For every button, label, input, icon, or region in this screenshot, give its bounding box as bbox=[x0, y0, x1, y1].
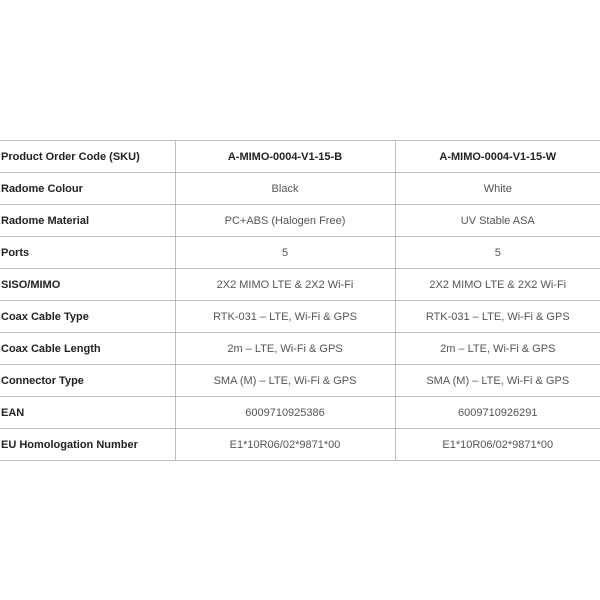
table-row bbox=[0, 333, 600, 365]
table-row bbox=[0, 301, 600, 333]
header-sku-white: A-MIMO-0004-V1-15-W bbox=[395, 141, 600, 173]
value-black: Black bbox=[175, 173, 395, 205]
value-black: SMA (M) – LTE, Wi-Fi & GPS bbox=[175, 365, 395, 397]
row-label: Coax Cable Type bbox=[0, 301, 175, 333]
value-white: UV Stable ASA bbox=[395, 205, 600, 237]
value-white: E1*10R06/02*9871*00 bbox=[395, 429, 600, 461]
table-row bbox=[0, 237, 600, 269]
value-white: 2m – LTE, Wi-Fi & GPS bbox=[395, 333, 600, 365]
value-black: 2m – LTE, Wi-Fi & GPS bbox=[175, 333, 395, 365]
spec-table bbox=[0, 140, 600, 461]
table-row bbox=[0, 173, 600, 205]
value-black: 6009710925386 bbox=[175, 397, 395, 429]
table-row bbox=[0, 429, 600, 461]
value-white: SMA (M) – LTE, Wi-Fi & GPS bbox=[395, 365, 600, 397]
value-white: 2X2 MIMO LTE & 2X2 Wi-Fi bbox=[395, 269, 600, 301]
row-label: Radome Colour bbox=[0, 173, 175, 205]
table-row bbox=[0, 365, 600, 397]
value-black: RTK-031 – LTE, Wi-Fi & GPS bbox=[175, 301, 395, 333]
row-label: Radome Material bbox=[0, 205, 175, 237]
value-black: PC+ABS (Halogen Free) bbox=[175, 205, 395, 237]
row-label: Ports bbox=[0, 237, 175, 269]
value-white: 5 bbox=[395, 237, 600, 269]
table-row bbox=[0, 397, 600, 429]
table-row bbox=[0, 205, 600, 237]
value-black: 5 bbox=[175, 237, 395, 269]
table-row bbox=[0, 269, 600, 301]
value-white: 6009710926291 bbox=[395, 397, 600, 429]
row-label: SISO/MIMO bbox=[0, 269, 175, 301]
row-label: Coax Cable Length bbox=[0, 333, 175, 365]
value-black: E1*10R06/02*9871*00 bbox=[175, 429, 395, 461]
value-black: 2X2 MIMO LTE & 2X2 Wi-Fi bbox=[175, 269, 395, 301]
value-white: White bbox=[395, 173, 600, 205]
header-label: Product Order Code (SKU) bbox=[0, 141, 175, 173]
table-header-row bbox=[0, 141, 600, 173]
row-label: Connector Type bbox=[0, 365, 175, 397]
header-sku-black: A-MIMO-0004-V1-15-B bbox=[175, 141, 395, 173]
row-label: EU Homologation Number bbox=[0, 429, 175, 461]
value-white: RTK-031 – LTE, Wi-Fi & GPS bbox=[395, 301, 600, 333]
row-label: EAN bbox=[0, 397, 175, 429]
